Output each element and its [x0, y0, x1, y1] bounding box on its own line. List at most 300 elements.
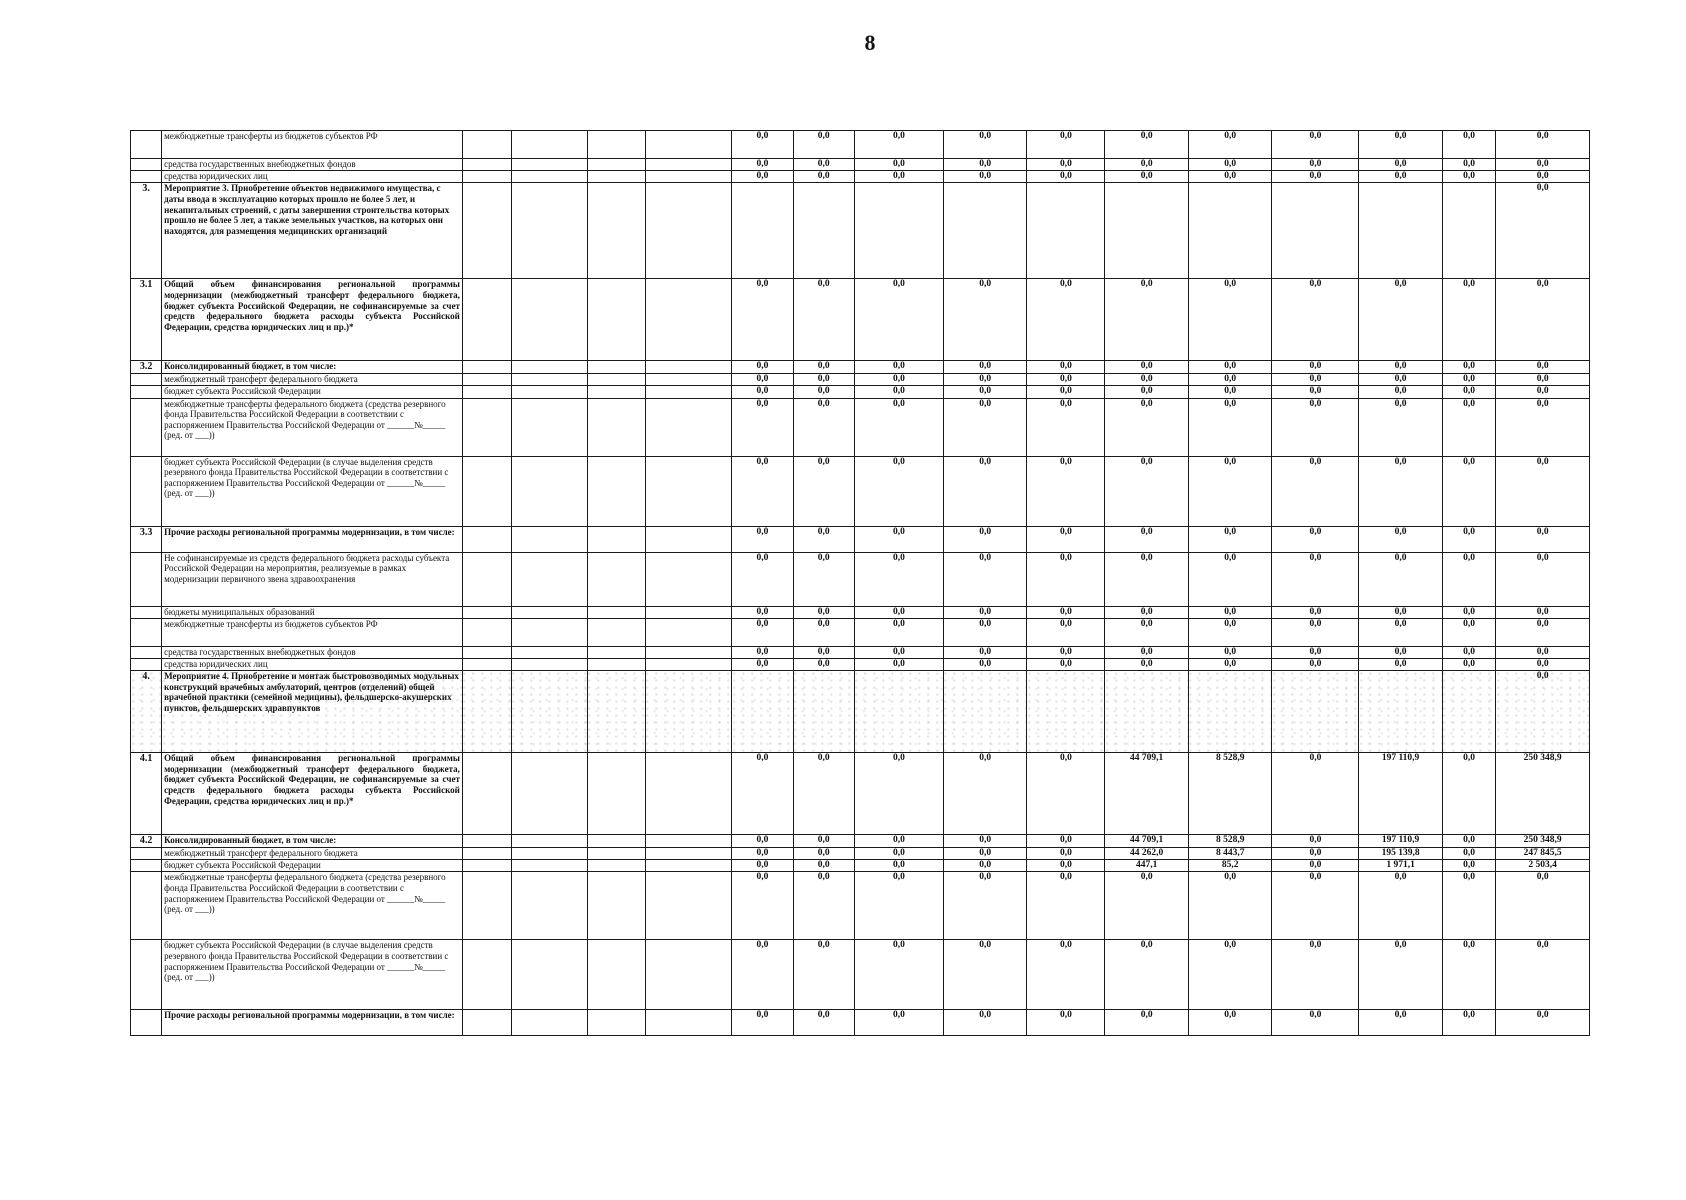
empty-cell [462, 860, 511, 872]
value-cell: 0,0 [854, 374, 943, 386]
value-cell: 0,0 [1442, 159, 1495, 171]
empty-cell [462, 618, 511, 646]
empty-cell [462, 361, 511, 374]
value-cell: 0,0 [854, 646, 943, 658]
value-cell: 0,0 [732, 279, 793, 361]
value-cell: 0,0 [732, 374, 793, 386]
value-cell: 0,0 [943, 526, 1027, 552]
value-cell: 0,0 [732, 361, 793, 374]
value-cell: 0,0 [793, 131, 854, 159]
empty-cell [587, 361, 645, 374]
value-cell: 0,0 [732, 526, 793, 552]
empty-cell [645, 361, 732, 374]
value-cell: 44 709,1 [1105, 835, 1189, 848]
value-cell [943, 183, 1027, 279]
value-cell: 0,0 [1188, 171, 1272, 183]
value-cell: 0,0 [1496, 159, 1590, 171]
value-cell: 0,0 [1359, 279, 1443, 361]
empty-cell [587, 848, 645, 860]
value-cell: 0,0 [1359, 386, 1443, 398]
empty-cell [587, 398, 645, 456]
row-code [131, 552, 162, 606]
value-cell: 0,0 [943, 872, 1027, 940]
value-cell: 0,0 [1496, 183, 1590, 279]
row-code: 3.1 [131, 279, 162, 361]
value-cell: 0,0 [1027, 606, 1105, 618]
value-cell: 0,0 [1105, 131, 1189, 159]
table-row [131, 386, 1590, 398]
empty-cell [587, 1010, 645, 1036]
row-description: средства государственных внебюджетных фондов [162, 646, 463, 658]
value-cell: 2 503,4 [1496, 860, 1590, 872]
value-cell: 0,0 [1027, 159, 1105, 171]
value-cell: 0,0 [1105, 872, 1189, 940]
value-cell: 8 528,9 [1188, 753, 1272, 835]
value-cell: 0,0 [1027, 279, 1105, 361]
row-description: средства государственных внебюджетных фондов [162, 159, 463, 171]
value-cell: 0,0 [1496, 398, 1590, 456]
value-cell: 0,0 [1496, 374, 1590, 386]
value-cell: 0,0 [1188, 279, 1272, 361]
empty-cell [587, 671, 645, 753]
empty-cell [645, 374, 732, 386]
value-cell: 0,0 [1188, 361, 1272, 374]
value-cell: 44 262,0 [1105, 848, 1189, 860]
empty-cell [587, 940, 645, 1010]
row-code [131, 872, 162, 940]
value-cell: 0,0 [793, 646, 854, 658]
row-description: межбюджетный трансферт федерального бюджета [162, 848, 463, 860]
empty-cell [645, 159, 732, 171]
empty-cell [511, 872, 587, 940]
table-row [131, 753, 1590, 835]
table-row [131, 159, 1590, 171]
table-row [131, 398, 1590, 456]
empty-cell [511, 753, 587, 835]
row-description: бюджет субъекта Российской Федерации (в случае выделения средств резервного фонда Правительства Российской Федерации в соответствии с распоряжением Правительства Российской Федерации от ______№_____ (ред. от ___)) [162, 456, 463, 526]
value-cell: 0,0 [1105, 940, 1189, 1010]
value-cell: 0,0 [732, 171, 793, 183]
value-cell: 0,0 [1442, 398, 1495, 456]
value-cell: 0,0 [1272, 753, 1359, 835]
row-description: Не софинансируемые из средств федерального бюджета расходы субъекта Российской Федерации на мероприятия, реализуемые в рамках модернизации первичного звена здравоохранения [162, 552, 463, 606]
table-row [131, 183, 1590, 279]
value-cell: 0,0 [1442, 872, 1495, 940]
value-cell: 0,0 [1496, 940, 1590, 1010]
empty-cell [645, 526, 732, 552]
value-cell: 0,0 [1496, 456, 1590, 526]
value-cell: 0,0 [1442, 835, 1495, 848]
empty-cell [511, 1010, 587, 1036]
row-description: средства юридических лиц [162, 171, 463, 183]
value-cell: 0,0 [854, 552, 943, 606]
empty-cell [587, 618, 645, 646]
empty-cell [462, 1010, 511, 1036]
value-cell: 0,0 [1496, 526, 1590, 552]
table-row [131, 606, 1590, 618]
empty-cell [511, 618, 587, 646]
value-cell: 0,0 [1272, 386, 1359, 398]
value-cell: 0,0 [793, 753, 854, 835]
value-cell: 0,0 [1442, 646, 1495, 658]
row-description: межбюджетные трансферты федерального бюджета (средства резервного фонда Правительства Российской Федерации в соответствии с распоряжением Правительства Российской Федерации от ______№_____ (ред. от ___)) [162, 398, 463, 456]
value-cell: 0,0 [1188, 618, 1272, 646]
empty-cell [587, 526, 645, 552]
value-cell: 0,0 [793, 606, 854, 618]
empty-cell [645, 279, 732, 361]
value-cell: 0,0 [1188, 398, 1272, 456]
value-cell: 0,0 [943, 386, 1027, 398]
empty-cell [462, 671, 511, 753]
row-description: Консолидированный бюджет, в том числе: [162, 361, 463, 374]
value-cell: 0,0 [1442, 279, 1495, 361]
value-cell: 0,0 [732, 860, 793, 872]
value-cell [1359, 183, 1443, 279]
value-cell: 0,0 [943, 361, 1027, 374]
value-cell: 0,0 [732, 606, 793, 618]
empty-cell [462, 374, 511, 386]
empty-cell [645, 552, 732, 606]
value-cell: 197 110,9 [1359, 835, 1443, 848]
empty-cell [587, 835, 645, 848]
value-cell: 0,0 [1105, 374, 1189, 386]
value-cell: 0,0 [1188, 552, 1272, 606]
row-description: бюджет субъекта Российской Федерации [162, 386, 463, 398]
value-cell: 0,0 [1105, 526, 1189, 552]
value-cell: 0,0 [943, 1010, 1027, 1036]
value-cell: 0,0 [1105, 552, 1189, 606]
row-code: 4.1 [131, 753, 162, 835]
value-cell: 0,0 [1359, 526, 1443, 552]
value-cell: 0,0 [854, 848, 943, 860]
empty-cell [462, 753, 511, 835]
value-cell: 0,0 [854, 753, 943, 835]
value-cell: 0,0 [1496, 671, 1590, 753]
value-cell: 0,0 [943, 131, 1027, 159]
row-code: 3.2 [131, 361, 162, 374]
table-row [131, 456, 1590, 526]
value-cell: 0,0 [1188, 456, 1272, 526]
value-cell: 0,0 [854, 456, 943, 526]
empty-cell [511, 183, 587, 279]
value-cell: 0,0 [732, 131, 793, 159]
value-cell: 0,0 [793, 279, 854, 361]
value-cell: 0,0 [1359, 659, 1443, 671]
value-cell: 0,0 [854, 1010, 943, 1036]
value-cell: 0,0 [732, 940, 793, 1010]
value-cell: 0,0 [1442, 940, 1495, 1010]
empty-cell [511, 671, 587, 753]
value-cell: 0,0 [1027, 398, 1105, 456]
empty-cell [645, 131, 732, 159]
empty-cell [462, 606, 511, 618]
empty-cell [645, 659, 732, 671]
value-cell: 85,2 [1188, 860, 1272, 872]
value-cell: 0,0 [943, 618, 1027, 646]
value-cell [1272, 183, 1359, 279]
value-cell: 0,0 [732, 753, 793, 835]
value-cell: 0,0 [854, 171, 943, 183]
value-cell: 0,0 [1105, 1010, 1189, 1036]
empty-cell [587, 279, 645, 361]
table-row [131, 131, 1590, 159]
empty-cell [645, 835, 732, 848]
value-cell: 0,0 [1027, 646, 1105, 658]
value-cell: 0,0 [1105, 659, 1189, 671]
row-description: бюджеты муниципальных образований [162, 606, 463, 618]
value-cell: 0,0 [1188, 131, 1272, 159]
value-cell: 0,0 [1272, 1010, 1359, 1036]
row-code [131, 618, 162, 646]
row-description: Мероприятие 4. Приобретение и монтаж быстровозводимых модульных конструкций врачебных амбулаторий, центров (отделений) общей врачебной практики (семейной медицины), фельдшерско-акушерских пунктов, фельдшерских здравпунктов [162, 671, 463, 753]
value-cell: 0,0 [1359, 159, 1443, 171]
empty-cell [587, 386, 645, 398]
empty-cell [645, 940, 732, 1010]
value-cell: 0,0 [1442, 526, 1495, 552]
empty-cell [587, 159, 645, 171]
value-cell: 0,0 [1272, 361, 1359, 374]
empty-cell [587, 753, 645, 835]
value-cell: 0,0 [1105, 279, 1189, 361]
empty-cell [462, 872, 511, 940]
value-cell: 0,0 [1442, 171, 1495, 183]
value-cell: 0,0 [854, 659, 943, 671]
empty-cell [462, 456, 511, 526]
value-cell: 0,0 [1188, 659, 1272, 671]
empty-cell [462, 279, 511, 361]
row-code [131, 398, 162, 456]
empty-cell [462, 171, 511, 183]
empty-cell [645, 398, 732, 456]
empty-cell [645, 753, 732, 835]
value-cell: 0,0 [1272, 835, 1359, 848]
value-cell: 0,0 [1027, 835, 1105, 848]
empty-cell [511, 279, 587, 361]
empty-cell [511, 606, 587, 618]
value-cell: 0,0 [1027, 872, 1105, 940]
empty-cell [587, 860, 645, 872]
row-description: Общий объем финансирования региональной программы модернизации (межбюджетный трансферт федерального бюджета, бюджет субъекта Российской Федерации, не софинансируемые за счет средств федерального бюджета расходы субъекта Российской Федерации, средства юридических лиц и пр.)* [162, 279, 463, 361]
value-cell: 0,0 [1027, 552, 1105, 606]
value-cell: 0,0 [854, 940, 943, 1010]
value-cell: 0,0 [793, 526, 854, 552]
row-code [131, 606, 162, 618]
value-cell: 0,0 [732, 159, 793, 171]
value-cell: 0,0 [793, 1010, 854, 1036]
value-cell: 0,0 [1442, 456, 1495, 526]
empty-cell [645, 171, 732, 183]
value-cell: 0,0 [1105, 386, 1189, 398]
value-cell: 0,0 [732, 835, 793, 848]
value-cell: 0,0 [1188, 1010, 1272, 1036]
table-row [131, 835, 1590, 848]
empty-cell [462, 386, 511, 398]
row-code [131, 374, 162, 386]
value-cell: 0,0 [1272, 860, 1359, 872]
value-cell: 250 348,9 [1496, 835, 1590, 848]
value-cell: 0,0 [793, 374, 854, 386]
empty-cell [511, 374, 587, 386]
value-cell: 0,0 [1496, 361, 1590, 374]
value-cell: 0,0 [854, 606, 943, 618]
value-cell: 0,0 [943, 398, 1027, 456]
value-cell: 0,0 [1442, 753, 1495, 835]
value-cell: 0,0 [1027, 361, 1105, 374]
value-cell: 0,0 [1188, 386, 1272, 398]
value-cell [1442, 183, 1495, 279]
empty-cell [511, 398, 587, 456]
value-cell: 0,0 [1027, 526, 1105, 552]
empty-cell [462, 646, 511, 658]
value-cell: 0,0 [1442, 131, 1495, 159]
value-cell: 0,0 [793, 659, 854, 671]
value-cell: 0,0 [854, 860, 943, 872]
value-cell: 0,0 [1272, 374, 1359, 386]
empty-cell [511, 171, 587, 183]
row-code: 4.2 [131, 835, 162, 848]
value-cell: 0,0 [1442, 374, 1495, 386]
value-cell: 0,0 [854, 618, 943, 646]
value-cell: 0,0 [943, 753, 1027, 835]
empty-cell [462, 848, 511, 860]
value-cell: 0,0 [1442, 848, 1495, 860]
empty-cell [462, 131, 511, 159]
value-cell: 0,0 [1359, 1010, 1443, 1036]
empty-cell [511, 552, 587, 606]
table-row [131, 659, 1590, 671]
value-cell: 0,0 [943, 860, 1027, 872]
empty-cell [511, 526, 587, 552]
page-number: 8 [864, 30, 876, 55]
value-cell: 0,0 [1359, 872, 1443, 940]
empty-cell [587, 606, 645, 618]
value-cell: 0,0 [943, 848, 1027, 860]
value-cell: 0,0 [1359, 374, 1443, 386]
value-cell: 0,0 [1359, 646, 1443, 658]
row-code [131, 456, 162, 526]
value-cell: 0,0 [1272, 456, 1359, 526]
value-cell: 0,0 [1272, 646, 1359, 658]
value-cell: 0,0 [732, 618, 793, 646]
empty-cell [645, 606, 732, 618]
value-cell: 0,0 [1442, 860, 1495, 872]
empty-cell [587, 374, 645, 386]
value-cell: 0,0 [1496, 171, 1590, 183]
value-cell [1188, 671, 1272, 753]
value-cell: 0,0 [1496, 618, 1590, 646]
value-cell: 0,0 [854, 398, 943, 456]
row-description: межбюджетные трансферты федерального бюджета (средства резервного фонда Правительства Российской Федерации в соответствии с распоряжением Правительства Российской Федерации от ______№_____ (ред. от ___)) [162, 872, 463, 940]
value-cell: 0,0 [793, 940, 854, 1010]
empty-cell [587, 171, 645, 183]
value-cell: 0,0 [793, 552, 854, 606]
empty-cell [587, 659, 645, 671]
value-cell: 0,0 [1359, 171, 1443, 183]
value-cell: 0,0 [1272, 131, 1359, 159]
value-cell: 0,0 [854, 361, 943, 374]
table-row [131, 1010, 1590, 1036]
table-row [131, 872, 1590, 940]
value-cell: 0,0 [1188, 374, 1272, 386]
value-cell: 0,0 [1272, 606, 1359, 618]
value-cell: 0,0 [732, 552, 793, 606]
value-cell: 0,0 [793, 618, 854, 646]
table-row [131, 552, 1590, 606]
value-cell: 0,0 [732, 386, 793, 398]
value-cell: 1 971,1 [1359, 860, 1443, 872]
value-cell: 0,0 [1105, 618, 1189, 646]
value-cell: 0,0 [943, 374, 1027, 386]
empty-cell [511, 940, 587, 1010]
value-cell: 0,0 [1272, 659, 1359, 671]
value-cell: 0,0 [732, 1010, 793, 1036]
value-cell [1105, 183, 1189, 279]
value-cell: 0,0 [854, 386, 943, 398]
empty-cell [645, 1010, 732, 1036]
empty-cell [511, 386, 587, 398]
table-row [131, 848, 1590, 860]
value-cell: 0,0 [1027, 618, 1105, 646]
empty-cell [462, 940, 511, 1010]
value-cell: 0,0 [1359, 361, 1443, 374]
value-cell: 0,0 [1496, 659, 1590, 671]
table-row [131, 279, 1590, 361]
value-cell: 0,0 [1496, 1010, 1590, 1036]
row-code [131, 159, 162, 171]
row-code: 3.3 [131, 526, 162, 552]
value-cell: 447,1 [1105, 860, 1189, 872]
value-cell: 0,0 [1359, 940, 1443, 1010]
value-cell: 0,0 [1496, 279, 1590, 361]
row-description: бюджет субъекта Российской Федерации (в случае выделения средств резервного фонда Правительства Российской Федерации в соответствии с распоряжением Правительства Российской Федерации от ______№_____ (ред. от ___)) [162, 940, 463, 1010]
empty-cell [587, 646, 645, 658]
value-cell: 0,0 [1105, 171, 1189, 183]
empty-cell [511, 646, 587, 658]
row-code [131, 171, 162, 183]
value-cell [793, 183, 854, 279]
empty-cell [511, 860, 587, 872]
value-cell: 0,0 [1496, 646, 1590, 658]
row-description: межбюджетные трансферты из бюджетов субъектов РФ [162, 131, 463, 159]
value-cell: 0,0 [943, 159, 1027, 171]
value-cell: 0,0 [1188, 940, 1272, 1010]
value-cell: 0,0 [732, 398, 793, 456]
value-cell: 0,0 [1272, 526, 1359, 552]
value-cell: 0,0 [793, 835, 854, 848]
empty-cell [511, 361, 587, 374]
value-cell: 0,0 [854, 872, 943, 940]
value-cell: 0,0 [854, 131, 943, 159]
value-cell: 0,0 [1027, 386, 1105, 398]
value-cell: 0,0 [1496, 872, 1590, 940]
value-cell: 0,0 [1027, 860, 1105, 872]
row-code [131, 848, 162, 860]
value-cell: 0,0 [1496, 606, 1590, 618]
value-cell: 0,0 [1272, 279, 1359, 361]
value-cell: 0,0 [943, 552, 1027, 606]
value-cell [943, 671, 1027, 753]
value-cell: 0,0 [1272, 159, 1359, 171]
value-cell: 0,0 [793, 386, 854, 398]
value-cell: 197 110,9 [1359, 753, 1443, 835]
value-cell: 0,0 [1496, 386, 1590, 398]
row-description: Общий объем финансирования региональной программы модернизации (межбюджетный трансферт федерального бюджета, бюджет субъекта Российской Федерации, не софинансируемые за счет средств федерального бюджета расходы субъекта Российской Федерации, средства юридических лиц и пр.)* [162, 753, 463, 835]
value-cell: 250 348,9 [1496, 753, 1590, 835]
value-cell: 0,0 [793, 398, 854, 456]
value-cell: 0,0 [943, 279, 1027, 361]
value-cell: 0,0 [854, 159, 943, 171]
value-cell: 0,0 [1442, 361, 1495, 374]
